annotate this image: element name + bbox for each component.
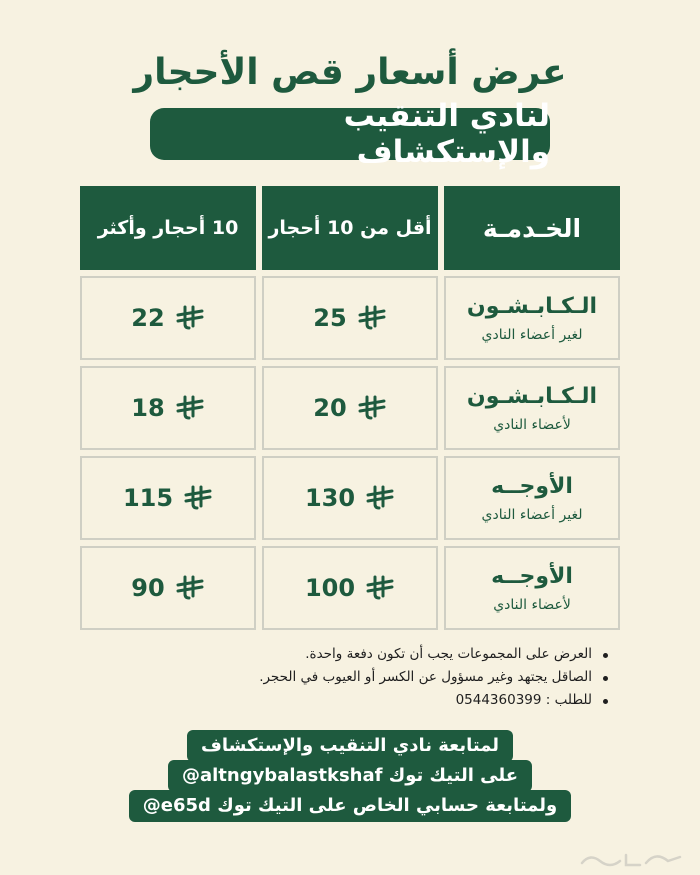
saudi-riyal-icon [175,574,205,602]
note-item-order-phone: للطلب : 0544360399 [128,692,608,708]
price-cell [262,546,438,630]
price-cell [80,276,256,360]
saudi-riyal-icon [175,394,205,422]
tiktok-handle-club: على التيك توك altngybalastkshaf@ [168,760,532,792]
table-row-service [444,546,620,630]
subtitle-banner: لنادي التنقيب والإستكشاف [150,108,550,160]
table-row-service [444,456,620,540]
service-name: الأوجــه [491,473,573,499]
service-audience: لغير أعضاء النادي [481,506,583,523]
service-audience: لغير أعضاء النادي [481,326,583,343]
follow-section [0,730,700,820]
saudi-riyal-icon [365,574,395,602]
saudi-riyal-icon [357,394,387,422]
price-cell [80,546,256,630]
note-item: الصاقل يجتهد وغير مسؤول عن الكسر أو العيوب في الحجر. [128,669,608,685]
price-value: 25 [313,304,347,332]
table-row-service [444,276,620,360]
saudi-riyal-icon [175,304,205,332]
price-value: 18 [131,394,165,422]
saudi-riyal-icon [357,304,387,332]
service-audience: لأعضاء النادي [493,416,571,433]
price-cell [262,456,438,540]
column-header-less-than-10: أقل من 10 أحجار [262,186,438,270]
notes-list [128,646,608,715]
service-name: الـكـابـشـون [466,383,598,409]
column-header-10-or-more: 10 أحجار وأكثر [80,186,256,270]
price-value: 130 [304,484,356,512]
saudi-riyal-icon [365,484,395,512]
haraj-logo-watermark [576,847,686,871]
table-row-service [444,366,620,450]
price-value: 20 [313,394,347,422]
price-cell [80,456,256,540]
price-value: 22 [131,304,165,332]
price-value: 115 [122,484,174,512]
tiktok-handle-personal: ولمتابعة حسابي الخاص على التيك توك e65d@ [129,790,571,822]
price-cell [80,366,256,450]
price-table [80,186,620,636]
saudi-riyal-icon [183,484,213,512]
page-title: عرض أسعار قص الأحجار [133,52,567,93]
service-name: الـكـابـشـون [466,293,598,319]
price-cell [262,276,438,360]
price-value: 100 [304,574,356,602]
service-audience: لأعضاء النادي [493,596,571,613]
service-name: الأوجــه [491,563,573,589]
price-cell [262,366,438,450]
follow-line: لمتابعة نادي التنقيب والإستكشاف [187,730,513,762]
column-header-service: الخـدمـة [444,186,620,270]
note-item: العرض على المجموعات يجب أن تكون دفعة واحدة. [128,646,608,662]
price-value: 90 [131,574,165,602]
